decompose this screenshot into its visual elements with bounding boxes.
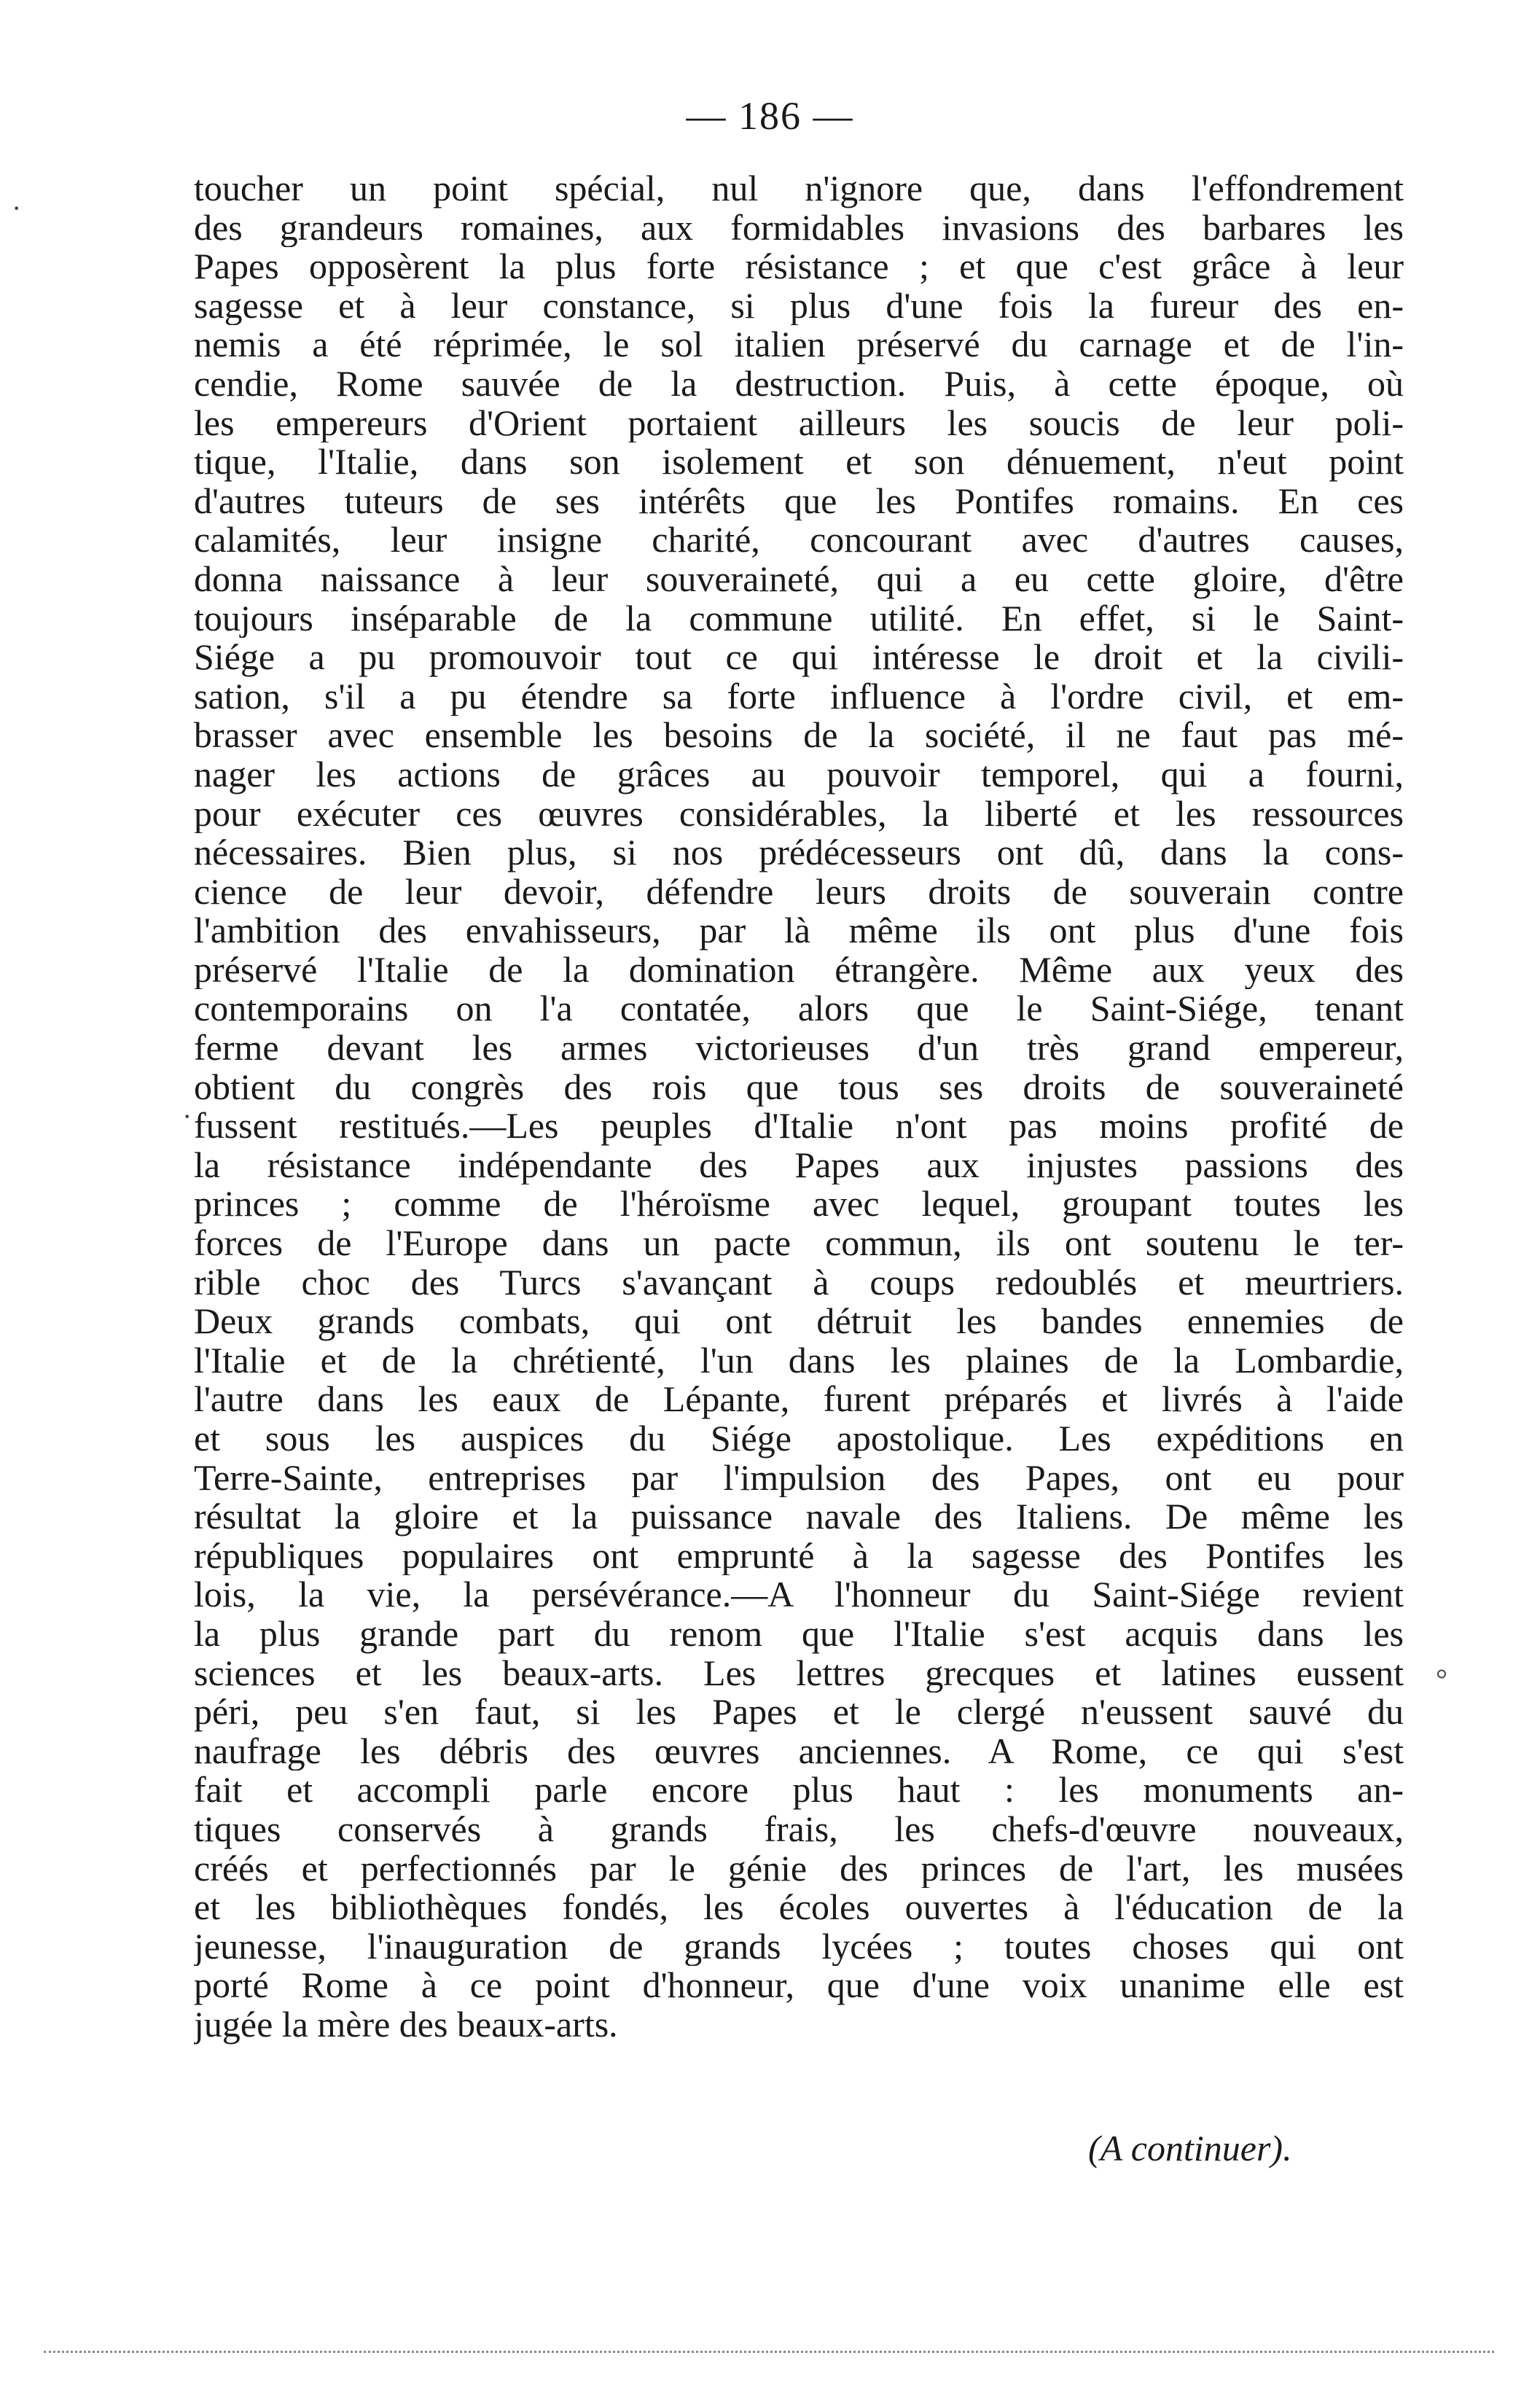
margin-dot-mark: · (182, 1100, 192, 1133)
text-line: sagesse et à leur constance, si plus d'une fois la fureur des en- (194, 286, 1404, 326)
text-line: créés et perfectionnés par le génie des princes de l'art, les musées (194, 1849, 1404, 1889)
text-line: princes ; comme de l'héroïsme avec lequel, groupant toutes les (194, 1184, 1404, 1225)
text-line: les empereurs d'Orient portaient ailleurs les soucis de leur poli- (194, 403, 1404, 443)
body-text (194, 169, 1404, 2045)
text-line: Terre-Sainte, entreprises par l'impulsion des Papes, ont eu pour (194, 1458, 1404, 1498)
text-line: sation, s'il a pu étendre sa forte influence à l'ordre civil, et em- (194, 676, 1404, 717)
text-line: résultat la gloire et la puissance navale des Italiens. De même les (194, 1497, 1404, 1537)
text-line: des grandeurs romaines, aux formidables invasions des barbares les (194, 208, 1404, 248)
text-line: Papes opposèrent la plus forte résistance ; et que c'est grâce à leur (194, 247, 1404, 286)
text-line: l'Italie et de la chrétienté, l'un dans les plaines de la Lombardie, (194, 1340, 1404, 1381)
text-line: jeunesse, l'inauguration de grands lycées ; toutes choses qui ont (194, 1927, 1404, 1967)
footer-dotted-rule (44, 2351, 1494, 2353)
text-line: l'ambition des envahisseurs, par là même ils ont plus d'une fois (194, 911, 1404, 951)
text-line: contemporains on l'a contatée, alors que le Saint-Siége, tenant (194, 989, 1404, 1029)
text-line: cience de leur devoir, défendre leurs droits de souverain contre (194, 872, 1404, 912)
text-line: cendie, Rome sauvée de la destruction. Puis, à cette époque, où (194, 364, 1404, 404)
text-line: préservé l'Italie de la domination étrangère. Même aux yeux des (194, 950, 1404, 990)
text-line: nécessaires. Bien plus, si nos prédécesseurs ont dû, dans la cons- (194, 833, 1404, 873)
text-line: et sous les auspices du Siége apostolique. Les expéditions en (194, 1419, 1404, 1459)
text-line: péri, peu s'en faut, si les Papes et le clergé n'eussent sauvé du (194, 1693, 1404, 1732)
text-line: forces de l'Europe dans un pacte commun, ils ont soutenu le ter- (194, 1224, 1404, 1263)
text-line: tiques conservés à grands frais, les chefs-d'œuvre nouveaux, (194, 1809, 1404, 1849)
text-line: jugée la mère des beaux-arts. (194, 2005, 618, 2045)
text-line: sciences et les beaux-arts. Les lettres grecques et latines eussent (194, 1653, 1404, 1693)
text-line: nemis a été réprimée, le sol italien préservé du carnage et de l'in- (194, 325, 1404, 364)
text-line: calamités, leur insigne charité, concourant avec d'autres causes, (194, 520, 1404, 560)
text-line: Deux grands combats, qui ont détruit les bandes ennemies de (194, 1302, 1404, 1341)
text-line: rible choc des Turcs s'avançant à coups redoublés et meurtriers. (194, 1262, 1404, 1303)
continuation-note: (A continuer). (1088, 2128, 1292, 2169)
text-line: républiques populaires ont emprunté à la sagesse des Pontifes les (194, 1536, 1404, 1576)
text-line: la plus grande part du renom que l'Italie s'est acquis dans les (194, 1614, 1404, 1654)
text-line: toujours inséparable de la commune utilité. En effet, si le Saint- (194, 598, 1404, 639)
text-line: et les bibliothèques fondés, les écoles ouvertes à l'éducation de la (194, 1888, 1404, 1927)
text-line: ferme devant les armes victorieuses d'un très grand empereur, (194, 1028, 1404, 1068)
text-line: porté Rome à ce point d'honneur, que d'une voix unanime elle est (194, 1966, 1404, 2005)
text-line: fait et accompli parle encore plus haut : les monuments an- (194, 1771, 1404, 1810)
margin-stray-mark: ° (1436, 1663, 1447, 1695)
text-line: donna naissance à leur souveraineté, qui a eu cette gloire, d'être (194, 559, 1404, 599)
text-line: l'autre dans les eaux de Lépante, furent préparés et livrés à l'aide (194, 1380, 1404, 1419)
text-line: nager les actions de grâces au pouvoir temporel, qui a fourni, (194, 754, 1404, 795)
text-line: la résistance indépendante des Papes aux injustes passions des (194, 1145, 1404, 1185)
text-line: toucher un point spécial, nul n'ignore que, dans l'effondrement (194, 169, 1404, 208)
text-line: lois, la vie, la persévérance.—A l'honneur du Saint-Siége revient (194, 1575, 1404, 1615)
text-line: tique, l'Italie, dans son isolement et son dénuement, n'eut point (194, 442, 1404, 482)
text-line: naufrage les débris des œuvres anciennes. A Rome, ce qui s'est (194, 1731, 1404, 1771)
page-number: — 186 — (686, 94, 854, 138)
text-line: pour exécuter ces œuvres considérables, la liberté et les ressources (194, 794, 1404, 834)
text-line: d'autres tuteurs de ses intérêts que les Pontifes romains. En ces (194, 481, 1404, 521)
text-line: brasser avec ensemble les besoins de la société, il ne faut pas mé- (194, 716, 1404, 755)
margin-dot-mark: · (12, 192, 22, 225)
text-line: obtient du congrès des rois que tous ses droits de souveraineté (194, 1067, 1404, 1107)
text-line: Siége a pu promouvoir tout ce qui intéresse le droit et la civili- (194, 638, 1404, 677)
text-line: fussent restitués.—Les peuples d'Italie n'ont pas moins profité de (194, 1106, 1404, 1146)
